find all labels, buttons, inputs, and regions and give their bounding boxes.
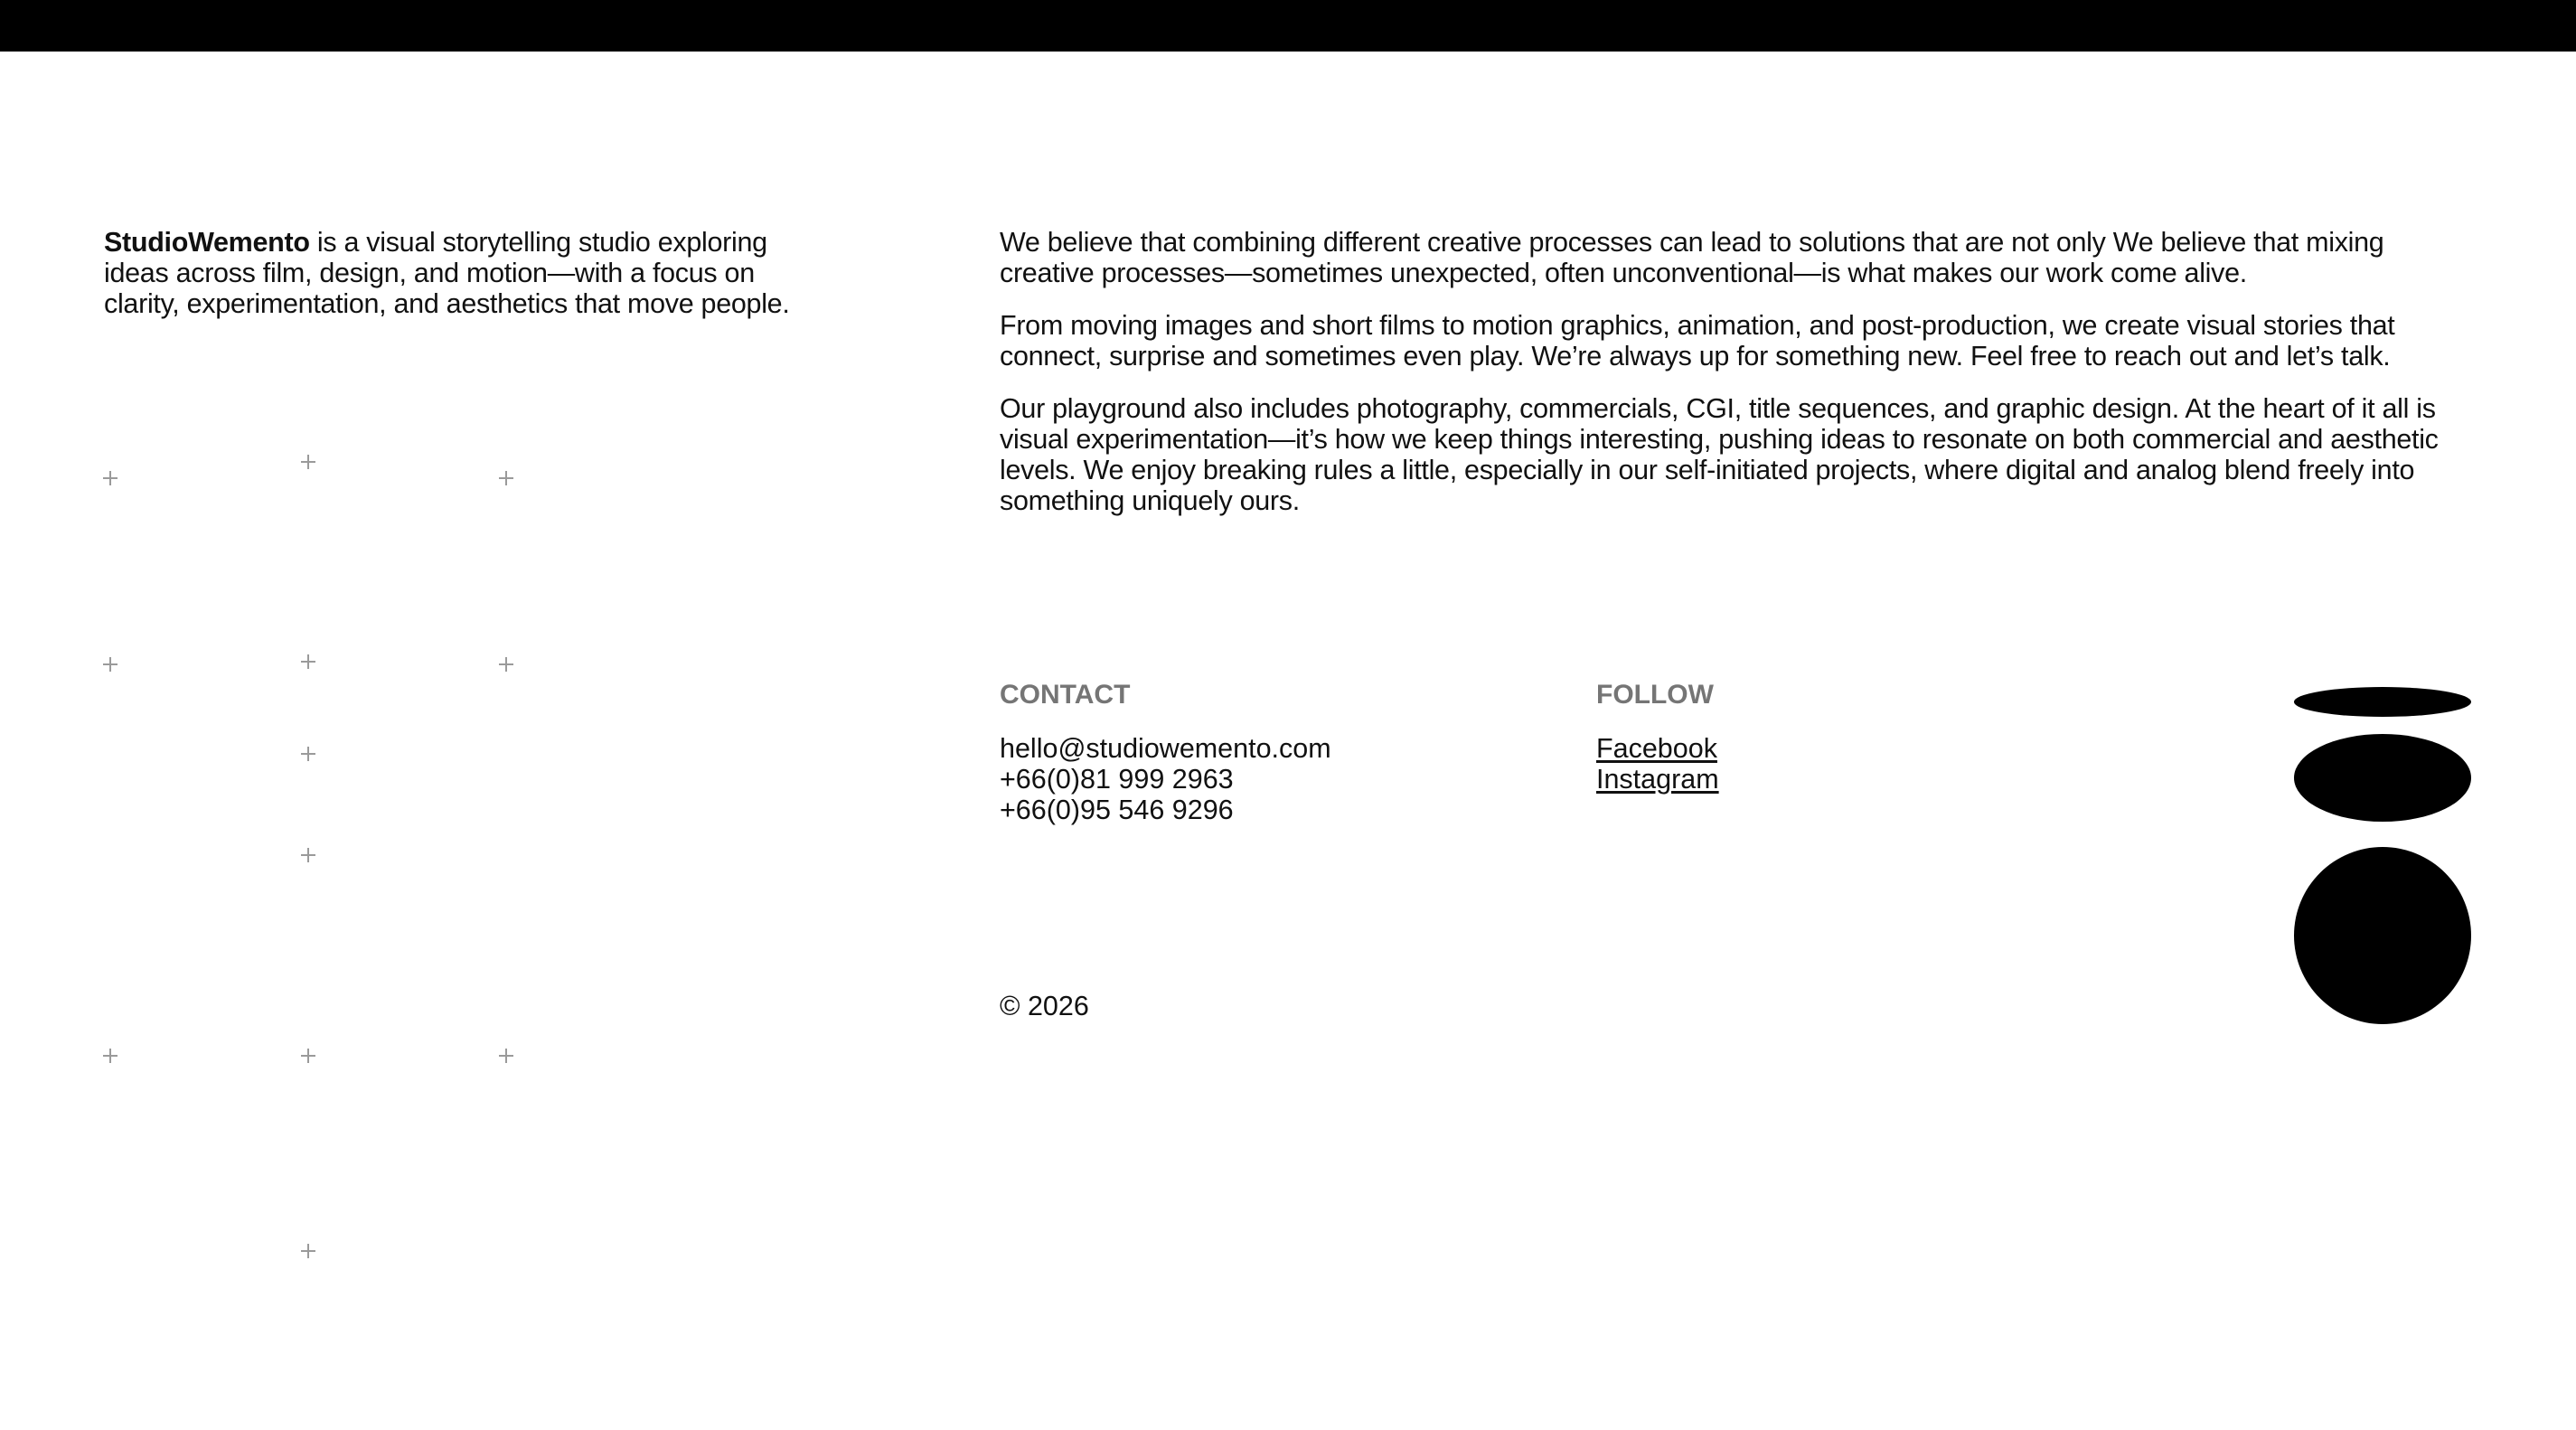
plus-icon [499,1049,513,1063]
plus-icon [301,1244,315,1258]
oval-shape [2294,734,2471,822]
contact-heading: CONTACT [1000,680,1131,710]
circle-shape [2294,847,2471,1024]
plus-icon [301,455,315,469]
plus-icon [301,1049,315,1063]
about-paragraph-1: We believe that combining different creative processes can lead to solutions that are not only We believe that mixing creative processes—sometimes unexpected, often unconventional—is what makes our work come alive. [1000,227,2384,288]
instagram-link[interactable]: Instagram [1596,764,1719,795]
follow-heading: FOLLOW [1596,680,1714,710]
flat-ellipse-shape [2294,687,2471,717]
plus-icon [103,1049,118,1063]
contact-email[interactable]: hello@studiowemento.com [1000,733,1331,764]
plus-icon [499,471,513,485]
plus-icon [301,747,315,761]
brand-name: StudioWemento [104,227,310,258]
facebook-link[interactable]: Facebook [1596,733,1717,764]
plus-icon [301,654,315,669]
intro-description: is a visual storytelling studio exploring ideas across film, design, and motion—with a focus on clarity, experimentation, and aesthetics that move people. [104,227,790,319]
intro-text [104,227,791,319]
follow-links [1596,733,1719,795]
plus-icon [103,657,118,672]
contact-phone-2[interactable]: +66(0)95 546 9296 [1000,795,1234,825]
plus-icon [103,471,118,485]
top-bar [0,0,2576,52]
plus-icon [499,657,513,672]
plus-icon [301,848,315,862]
about-paragraph-3: Our playground also includes photography, commercials, CGI, title sequences, and graphic design. At the heart of it all is visual experimentation—it’s how we keep things interesting, pushing ideas to resonate on both commercial and aesthetic levels. We enjoy breaking rules a little, especially in our self-initiated projects, where digital and analog blend freely into something uniquely ours. [1000,393,2439,516]
about-section [1000,227,2482,538]
copyright: © 2026 [1000,991,1089,1021]
about-paragraph-2: From moving images and short films to motion graphics, animation, and post-production, we create visual stories that connect, surprise and sometimes even play. We’re always up for something new. Feel free to reach out and let’s talk. [1000,310,2395,372]
contact-details [1000,733,1331,825]
contact-phone-1[interactable]: +66(0)81 999 2963 [1000,764,1234,795]
